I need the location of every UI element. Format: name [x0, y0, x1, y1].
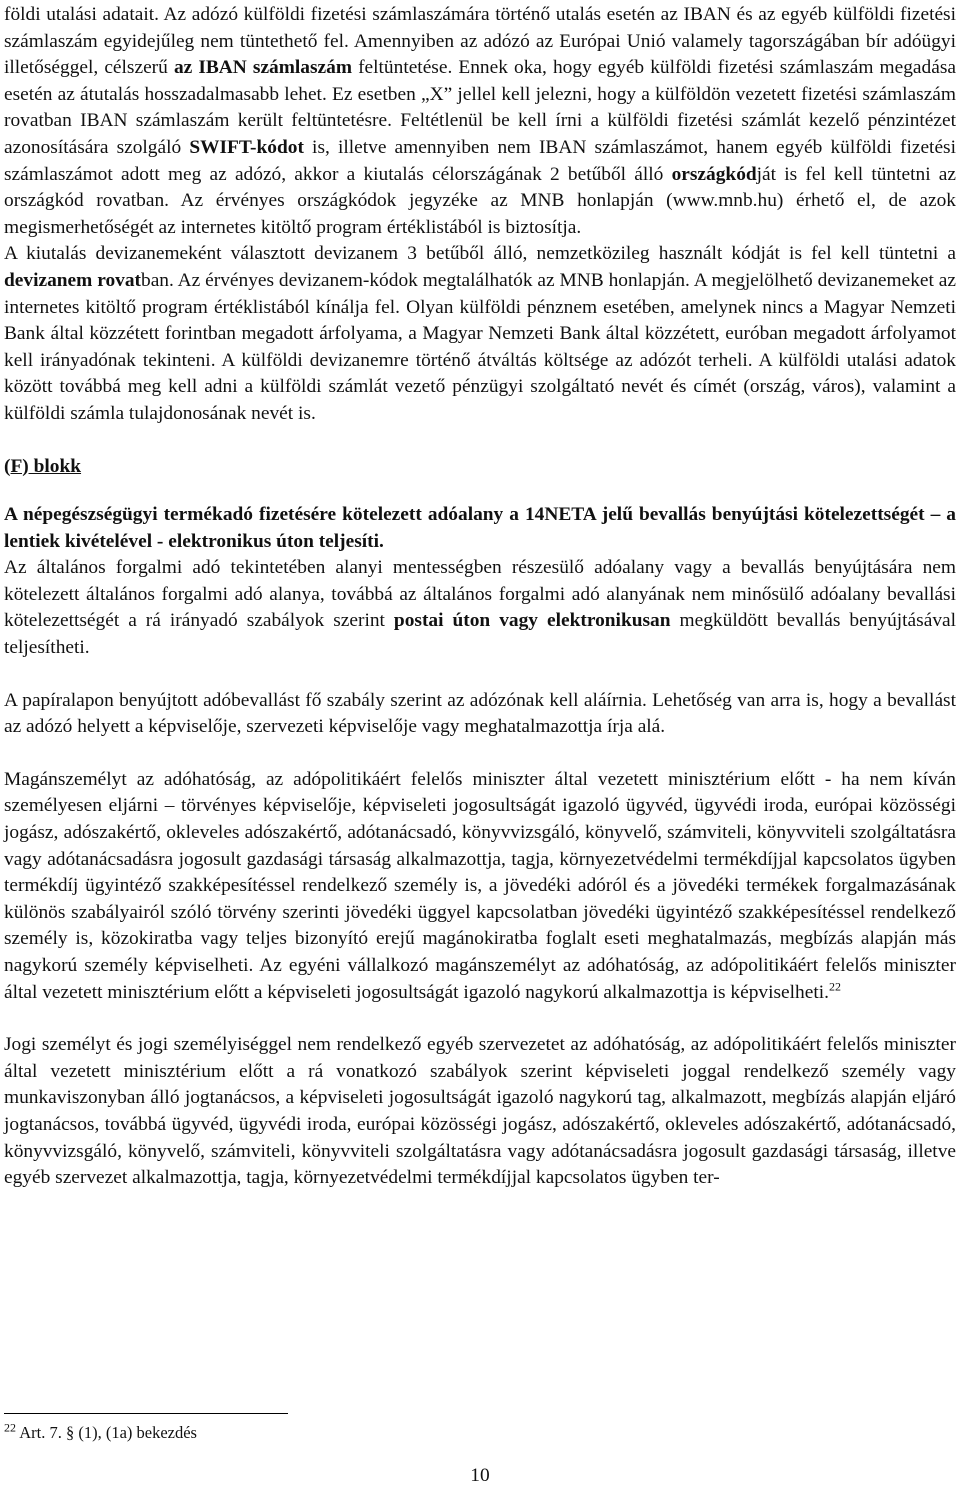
text-run: Magánszemélyt az adóhatóság, az adópolitikáért felelős miniszter által vezetett minisztérium előtt - ha nem kíván személyesen eljárni – törvényes képviselője, képviseleti jogosultságát igazoló ügyvéd, ügyvédi iroda, európai közösségi jogász, adószakértő, okleveles adószakértő, adótanácsadó, könyvvizsgáló, könyvelő, számviteli, könyvviteli szolgáltatásra vagy adótanácsadásra jogosult gazdasági társaság alkalmazottja, tagja, környezetvédelmi termékdíjjal kapcsolatos ügyben termékdíj ügyintéző szakképesítéssel rendelkező személy is, a jövedéki adóról és a jövedéki termékek forgalmazásának különös szabályairól szóló törvény szerinti jövedéki üggyel kapcsolatban jövedéki ügyintéző szakképesítéssel rendelkező személy is, közokiratba vagy teljes bizonyító erejű magánokiratba foglalt eseti meghatalmazás, megbízás alapján más nagykorú személy képviselheti. Az egyéni vállalkozó magánszemélyt az adóhatóság, az adópolitikáért felelős miniszter által vezetett minisztérium előtt a képviseleti jogosultságát igazoló nagykorú alkalmazottja is képviselheti.	[4, 768, 956, 1003]
page-number: 10	[470, 1465, 490, 1486]
text-run: feltüntetése. Ennek oka, hogy egyéb külföldi fizetési számlaszám megadása esetén az átutalás hosszadalmasabb lehet. Ez esetben „X” jellel kell jelezni, hogy a külföldön vezetett fizetési számlaszám rovatban IBAN számlaszám került feltüntetésre. Feltétlenül be kell írni a külföldi fizetési számlát kezelő pénzintézet azonosítására szolgáló	[4, 57, 956, 158]
section-heading: (F) blokk	[4, 455, 82, 477]
bold-run: az IBAN számlaszám	[173, 57, 352, 79]
spacer	[4, 662, 956, 688]
footnote	[4, 1420, 197, 1443]
bold-run: SWIFT-kódot	[189, 136, 304, 158]
text-run: A kiutalás devizanemeként választott devizanem 3 betűből álló, nemzetközileg használt kódját is fel kell tüntetni a	[4, 243, 956, 265]
paragraph-foreign-transfer	[4, 2, 956, 241]
paragraph-legal-entity-representation: Jogi személyt és jogi személyiséggel nem rendelkező egyéb szervezetet az adóhatóság, az adópolitikáért felelős miniszter által vezetett minisztérium előtt a rá vonatkozó szabályok szerint képviseleti joggal rendelkező személy vagy munkaviszonyban álló jogtanácsos, a képviseleti jogosultságát igazoló nagykorú tag, alkalmazott, megbízás alapján eljáró jogtanácsos, továbbá ügyvéd, ügyvédi iroda, európai közösségi jogász, adószakértő, okleveles adószakértő, adótanácsadó, könyvvizsgáló, könyvelő, számviteli, könyvviteli szolgáltatásra vagy adótanácsadásra jogosult gazdasági társaság, illetve egyéb szervezet alkalmazottja, tagja, környezetvédelmi termékdíjjal kapcsolatos ügyben ter-	[4, 1034, 956, 1189]
paragraph-vat-exempt	[4, 555, 956, 661]
spacer	[4, 480, 956, 502]
text-run: is, illetve amennyiben nem IBAN számlaszámot, hanem egyéb külföldi fizetési számlaszámot adott meg az adózó, akkor a kiutalás célországának 2 betűből álló	[4, 136, 956, 185]
text-run: Az általános forgalmi adó tekintetében alanyi mentességben részesülő adóalany vagy a bevallás benyújtására nem kötelezett általános forgalmi adó alanya, továbbá az általános forgalmi adó alanyának nem minősülő adóalany bevallási kötelezettségét a rá irányadó szabályok szerint	[4, 557, 956, 632]
bold-run: postai úton vagy elektronikusan	[393, 610, 671, 632]
text-run: megküldött bevallás benyújtásával teljesítheti.	[4, 610, 957, 659]
spacer	[4, 428, 956, 454]
footnote-divider	[4, 1413, 288, 1414]
spacer	[4, 1006, 956, 1032]
footnote-reference: 22	[828, 979, 841, 994]
text-run: ját is fel kell tüntetni az országkód rovatban. Az érvényes országkódok jegyzéke az MNB honlapján (www.mnb.hu) érhető el, de azok megismerhetőségét az internetes kitöltő program értéklistából is biztosítja.	[4, 163, 956, 238]
section-lead: A népegészségügyi termékadó fizetésére kötelezett adóalany a 14NETA jelű bevallás benyújtási kötelezettségét – a lentiek kivételével - elektronikus úton teljesíti.	[4, 504, 956, 552]
text-run: ban. Az érvényes devizanem-kódok megtalálhatók az MNB honlapján. A megjelölhető devizanemeket az internetes kitöltő program értéklistából kínálja fel. Olyan külföldi pénznem esetében, amelynek nincs a Magyar Nemzeti Bank által közzétett forintban megadott árfolyama, a Magyar Nemzeti Bank által közzétett, euróban megadott árfolyamot kell irányadónak tekinteni. A külföldi devizanemre történő átváltás költsége az adózót terheli. A külföldi utalási adatok között továbbá meg kell adni a külföldi számlát vezető pénzügyi szolgáltató nevét és címét (ország, város), valamint a külföldi számla tulajdonosának nevét is.	[4, 269, 956, 424]
text-run: földi utalási adatait. Az adózó külföldi fizetési számlaszámára történő utalás esetén az IBAN és az egyéb külföldi fizetési számlaszám egyidejűleg nem tüntethető fel. Amennyiben az adózó az Európai Unió valamely tagországában bír adóügyi illetőséggel, célszerű	[4, 4, 956, 79]
bold-run: devizanem rovat	[4, 269, 141, 291]
spacer	[4, 741, 956, 767]
footnote-text: Art. 7. § (1), (1a) bekezdés	[16, 1423, 197, 1442]
paragraph-signature: A papíralapon benyújtott adóbevallást fő szabály szerint az adózónak kell aláírnia. Lehetőség van arra is, hogy a bevallást az adózó helyett a képviselője, szervezeti képviselője vagy meghatalmazottja írja alá.	[4, 689, 956, 738]
footnote-number: 22	[4, 1420, 16, 1435]
bold-run: országkód	[671, 163, 757, 185]
document-body	[4, 2, 956, 1192]
paragraph-currency	[4, 241, 956, 427]
paragraph-private-representation	[4, 767, 956, 1006]
